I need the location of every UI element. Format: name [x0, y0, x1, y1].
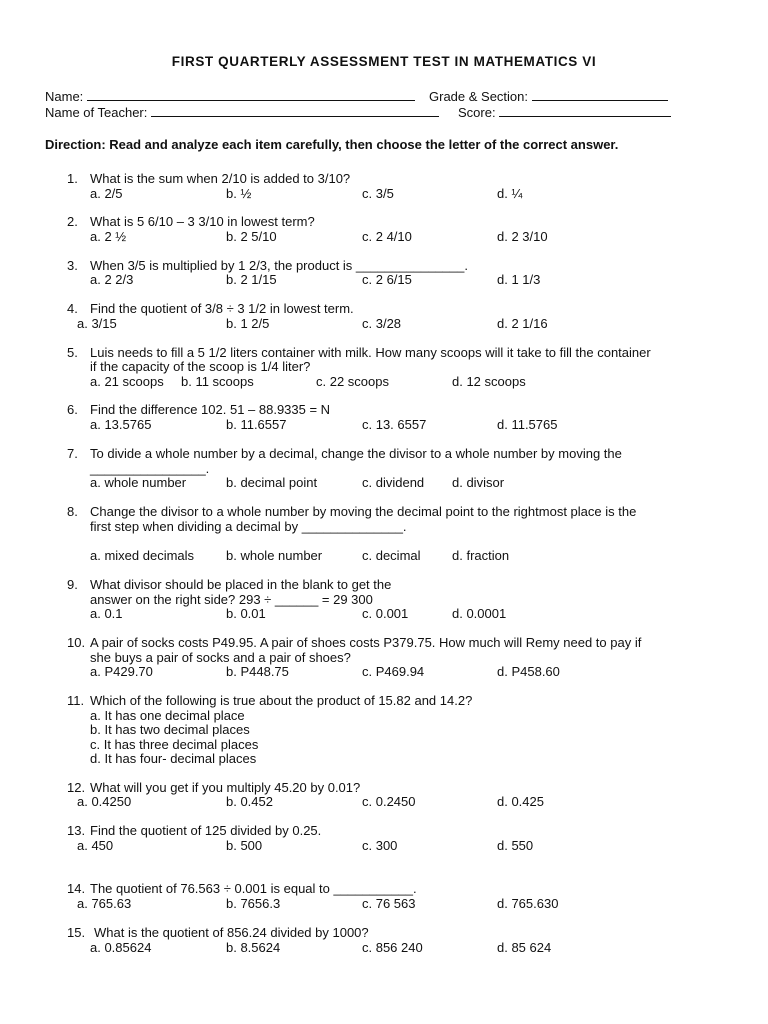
question-text: What is the sum when 2/10 is added to 3/10? [90, 171, 351, 186]
choice-c: c. 22 scoops [316, 374, 389, 389]
choice-b: b. 2 1/15 [226, 272, 277, 287]
choice-b: b. 0.01 [226, 606, 266, 621]
choice-b: b. 500 [226, 838, 263, 853]
choice-c: c. 0.001 [362, 606, 409, 621]
grade-section-label: Grade & Section: [429, 89, 528, 104]
choice-a: a. 450 [77, 838, 114, 853]
choice-d: d. divisor [452, 475, 505, 490]
choice-d: d. fraction [452, 548, 510, 563]
choice-b: b. ½ [226, 186, 252, 201]
question-text: Which of the following is true about the product of 15.82 and 14.2? [90, 693, 473, 708]
choice-a: a. It has one decimal place [90, 708, 245, 723]
question-number: 8. [67, 504, 78, 519]
choice-b: b. 0.452 [226, 794, 273, 809]
choice-d: d. P458.60 [497, 664, 560, 679]
choice-b: b. 11.6557 [226, 417, 287, 432]
choice-c: c. decimal [362, 548, 421, 563]
name-blank [87, 88, 415, 101]
question-number: 6. [67, 402, 78, 417]
choice-d: d. 85 624 [497, 940, 552, 955]
choice-b: b. 11 scoops [181, 374, 254, 389]
choice-d: d. 11.5765 [497, 417, 558, 432]
choice-b: b. It has two decimal places [90, 722, 250, 737]
choice-a: a. P429.70 [90, 664, 153, 679]
choice-a: a. 2 ½ [90, 229, 127, 244]
question-text: The quotient of 76.563 ÷ 0.001 is equal to ___________. [90, 881, 417, 896]
choice-c: c. 0.2450 [362, 794, 416, 809]
question-number: 3. [67, 258, 78, 273]
choice-c: c. It has three decimal places [90, 737, 259, 752]
name-field [45, 88, 415, 104]
choice-d: d. 1 1/3 [497, 272, 541, 287]
question-number: 7. [67, 446, 78, 461]
choice-d: d. 2 1/16 [497, 316, 548, 331]
question-text-continued: ________________. [90, 461, 210, 476]
teacher-label: Name of Teacher: [45, 105, 148, 120]
question-text: What will you get if you multiply 45.20 by 0.01? [90, 780, 361, 795]
question-text-continued: first step when dividing a decimal by ______________. [90, 519, 407, 534]
teacher-blank [151, 104, 439, 117]
choice-b: b. 1 2/5 [226, 316, 270, 331]
question-number: 2. [67, 214, 78, 229]
question-number: 12. [67, 780, 86, 795]
direction-text: Direction: Read and analyze each item carefully, then choose the letter of the correct answer. [45, 137, 619, 152]
question-text: Find the quotient of 3/8 ÷ 3 1/2 in lowest term. [90, 301, 354, 316]
choice-a: a. whole number [90, 475, 187, 490]
question-text: A pair of socks costs P49.95. A pair of shoes costs P379.75. How much will Remy need to pay if [90, 635, 642, 650]
choice-b: b. 8.5624 [226, 940, 281, 955]
choice-b: b. P448.75 [226, 664, 289, 679]
choice-c: c. dividend [362, 475, 425, 490]
choice-a: a. 0.1 [90, 606, 123, 621]
choice-a: a. 0.4250 [77, 794, 132, 809]
choice-d: d. 0.0001 [452, 606, 507, 621]
choice-a: a. 2 2/3 [90, 272, 134, 287]
question-text: Luis needs to fill a 5 1/2 liters container with milk. How many scoops will it take to fill the container [90, 345, 651, 360]
page-title: FIRST QUARTERLY ASSESSMENT TEST IN MATHEMATICS VI [171, 54, 597, 69]
choice-d: d. 2 3/10 [497, 229, 548, 244]
teacher-field [45, 104, 439, 120]
choice-c: c. 2 6/15 [362, 272, 412, 287]
choice-c: c. 3/28 [362, 316, 402, 331]
question-number: 15. [67, 925, 86, 940]
question-number: 4. [67, 301, 78, 316]
choice-a: a. 13.5765 [90, 417, 152, 432]
choice-d: d. It has four- decimal places [90, 751, 257, 766]
choice-d: d. 765.630 [497, 896, 559, 911]
choice-c: c. P469.94 [362, 664, 425, 679]
choice-c: c. 2 4/10 [362, 229, 412, 244]
question-text-continued: she buys a pair of socks and a pair of shoes? [90, 650, 351, 665]
question-text: When 3/5 is multiplied by 1 2/3, the product is _______________. [90, 258, 468, 273]
score-label: Score: [458, 105, 496, 120]
choice-a: a. 2/5 [90, 186, 123, 201]
question-text: Change the divisor to a whole number by moving the decimal point to the rightmost place is the [90, 504, 637, 519]
choice-b: b. 2 5/10 [226, 229, 277, 244]
question-number: 9. [67, 577, 78, 592]
choice-c: c. 76 563 [362, 896, 416, 911]
question-text: To divide a whole number by a decimal, change the divisor to a whole number by moving the [90, 446, 622, 461]
choice-a: a. 0.85624 [90, 940, 152, 955]
question-number: 10. [67, 635, 86, 650]
choice-d: d. 12 scoops [452, 374, 526, 389]
question-number: 14. [67, 881, 86, 896]
choice-d: d. 550 [497, 838, 534, 853]
choice-a: a. 3/15 [77, 316, 117, 331]
choice-b: b. decimal point [226, 475, 318, 490]
score-blank [499, 104, 671, 117]
choice-d: d. 0.425 [497, 794, 544, 809]
choice-c: c. 300 [362, 838, 398, 853]
question-number: 1. [67, 171, 78, 186]
choice-c: c. 856 240 [362, 940, 423, 955]
choice-c: c. 3/5 [362, 186, 394, 201]
question-text: What divisor should be placed in the blank to get the [90, 577, 392, 592]
question-text-continued: answer on the right side? 293 ÷ ______ = 29 300 [90, 592, 373, 607]
choice-a: a. mixed decimals [90, 548, 195, 563]
choice-b: b. 7656.3 [226, 896, 281, 911]
question-number: 13. [67, 823, 86, 838]
score-field [458, 104, 671, 120]
name-label: Name: [45, 89, 84, 104]
grade-section-field [429, 88, 668, 104]
question-number: 5. [67, 345, 78, 360]
question-text: Find the difference 102. 51 – 88.9335 = N [90, 402, 331, 417]
question-text-continued: if the capacity of the scoop is 1/4 liter? [90, 359, 311, 374]
choice-a: a. 21 scoops [90, 374, 164, 389]
choice-a: a. 765.63 [77, 896, 132, 911]
choice-b: b. whole number [226, 548, 323, 563]
question-number: 11. [67, 693, 85, 708]
question-text: What is the quotient of 856.24 divided by 1000? [94, 925, 369, 940]
choice-d: d. ¼ [497, 186, 523, 201]
choice-c: c. 13. 6557 [362, 417, 427, 432]
question-text: Find the quotient of 125 divided by 0.25. [90, 823, 322, 838]
question-text: What is 5 6/10 – 3 3/10 in lowest term? [90, 214, 315, 229]
grade-section-blank [532, 88, 668, 101]
